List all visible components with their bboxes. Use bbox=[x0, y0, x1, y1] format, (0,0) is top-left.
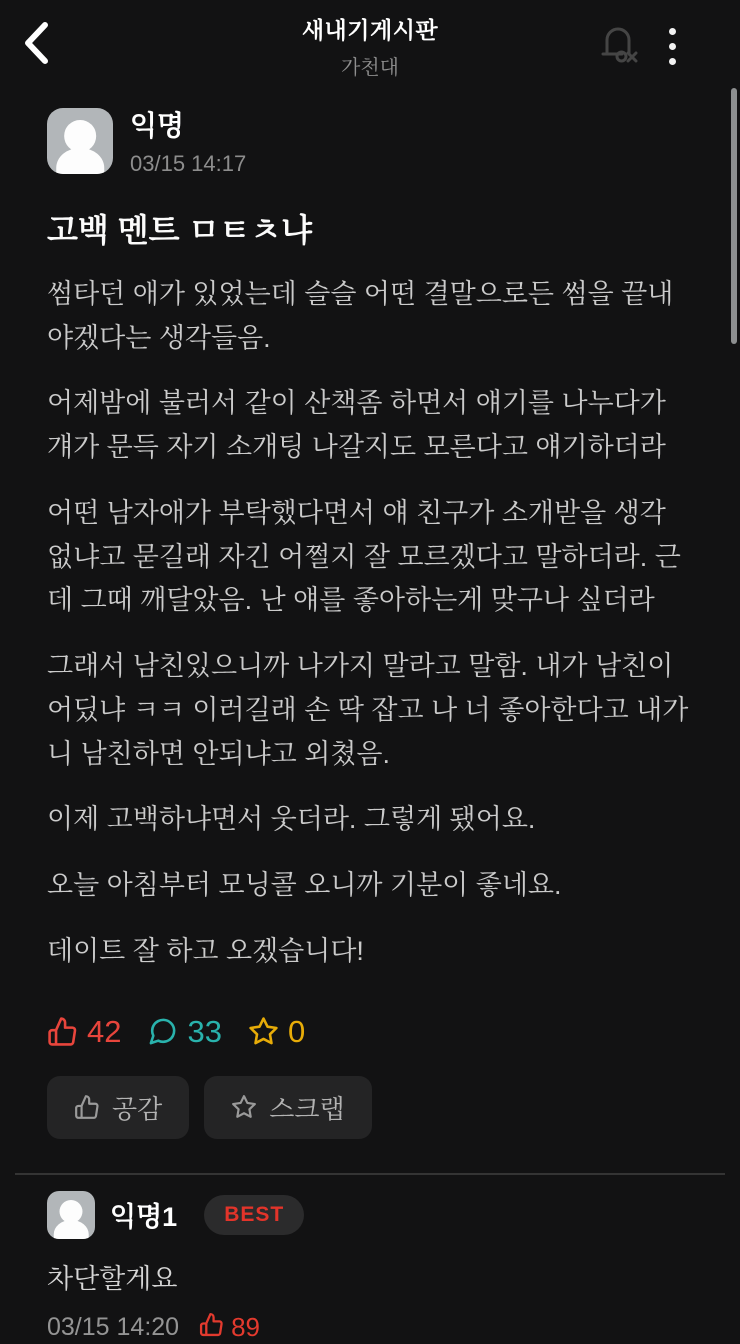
best-badge: BEST bbox=[204, 1195, 304, 1235]
post-paragraph: 데이트 잘 하고 오겠습니다! bbox=[47, 935, 364, 966]
post-body bbox=[47, 273, 693, 974]
post-paragraph: 오늘 아침부터 모닝콜 오니까 기분이 좋네요. bbox=[47, 870, 562, 901]
thumbs-up-icon bbox=[199, 1312, 224, 1344]
scrap-count: 0 bbox=[287, 1013, 306, 1049]
comment-count-stat bbox=[147, 1014, 221, 1050]
like-button-label: 공감 bbox=[112, 1093, 163, 1124]
board-title: 새내기게시판 bbox=[301, 17, 439, 43]
post-timestamp: 03/15 14:17 bbox=[130, 151, 247, 176]
thumbs-up-icon bbox=[74, 1094, 100, 1120]
post-author-name: 익명 bbox=[130, 110, 185, 141]
comment-item bbox=[0, 1175, 740, 1344]
star-icon bbox=[231, 1094, 257, 1120]
scrollbar-thumb[interactable] bbox=[731, 88, 737, 344]
school-name: 가천대 bbox=[341, 57, 399, 79]
comment-text: 차단할게요 bbox=[47, 1263, 178, 1294]
like-button[interactable] bbox=[47, 1076, 189, 1139]
post-paragraph: 썸타던 애가 있었는데 슬슬 어떤 결말으로든 썸을 끝내야겠다는 생각들음. bbox=[47, 279, 674, 353]
scrap-count-stat bbox=[248, 1014, 305, 1050]
post bbox=[0, 94, 740, 1139]
speech-bubble-icon bbox=[147, 1016, 178, 1047]
avatar bbox=[47, 108, 113, 174]
comment-like-stat[interactable] bbox=[199, 1312, 260, 1344]
bell-off-icon bbox=[595, 22, 641, 71]
notification-off-button[interactable] bbox=[592, 20, 644, 72]
kebab-menu-button[interactable] bbox=[652, 20, 692, 72]
post-stats bbox=[47, 1014, 693, 1050]
post-paragraph: 어떤 남자애가 부탁했다면서 얘 친구가 소개받을 생각 없냐고 묻길래 자긴 어쩔지 잘 모르겠다고 말하더라. 근데 그때 깨달았음. 난 얘를 좋아하는게 맞구나 싶더라 bbox=[47, 497, 681, 616]
comment-footer bbox=[47, 1312, 693, 1344]
comment-like-count: 89 bbox=[231, 1312, 260, 1343]
comment-count: 33 bbox=[187, 1013, 222, 1049]
scrap-button-label: 스크랩 bbox=[269, 1093, 345, 1124]
header bbox=[0, 0, 740, 94]
post-title: 고백 멘트 ㅁㅌㅊ냐 bbox=[47, 212, 313, 248]
back-button[interactable] bbox=[14, 18, 58, 70]
post-paragraph: 어제밤에 불러서 같이 산책좀 하면서 얘기를 나누다가 걔가 문득 자기 소개팅 나갈지도 모른다고 얘기하더라 bbox=[47, 388, 666, 463]
chevron-left-icon bbox=[21, 21, 51, 68]
star-icon bbox=[248, 1016, 279, 1047]
comment-timestamp: 03/15 14:20 bbox=[47, 1313, 180, 1342]
post-author-row bbox=[47, 104, 693, 177]
thumbs-up-icon bbox=[47, 1016, 78, 1047]
post-actions bbox=[47, 1076, 693, 1139]
avatar bbox=[47, 1191, 95, 1239]
comment-header bbox=[47, 1191, 693, 1239]
like-count: 42 bbox=[87, 1013, 122, 1049]
post-paragraph: 이제 고백하냐면서 웃더라. 그렇게 됐어요. bbox=[47, 804, 536, 835]
kebab-menu-icon bbox=[669, 28, 676, 65]
comment-author-name: 익명1 bbox=[110, 1202, 178, 1233]
scrap-button[interactable] bbox=[204, 1076, 371, 1139]
like-count-stat bbox=[47, 1014, 121, 1050]
post-paragraph: 그래서 남친있으니까 나가지 말라고 말함. 내가 남친이 어딨냐 ㅋㅋ 이러길래 손 딱 잡고 나 너 좋아한다고 내가 니 남친하면 안되냐고 외쳤음. bbox=[47, 651, 689, 769]
board-heading bbox=[302, 12, 438, 80]
